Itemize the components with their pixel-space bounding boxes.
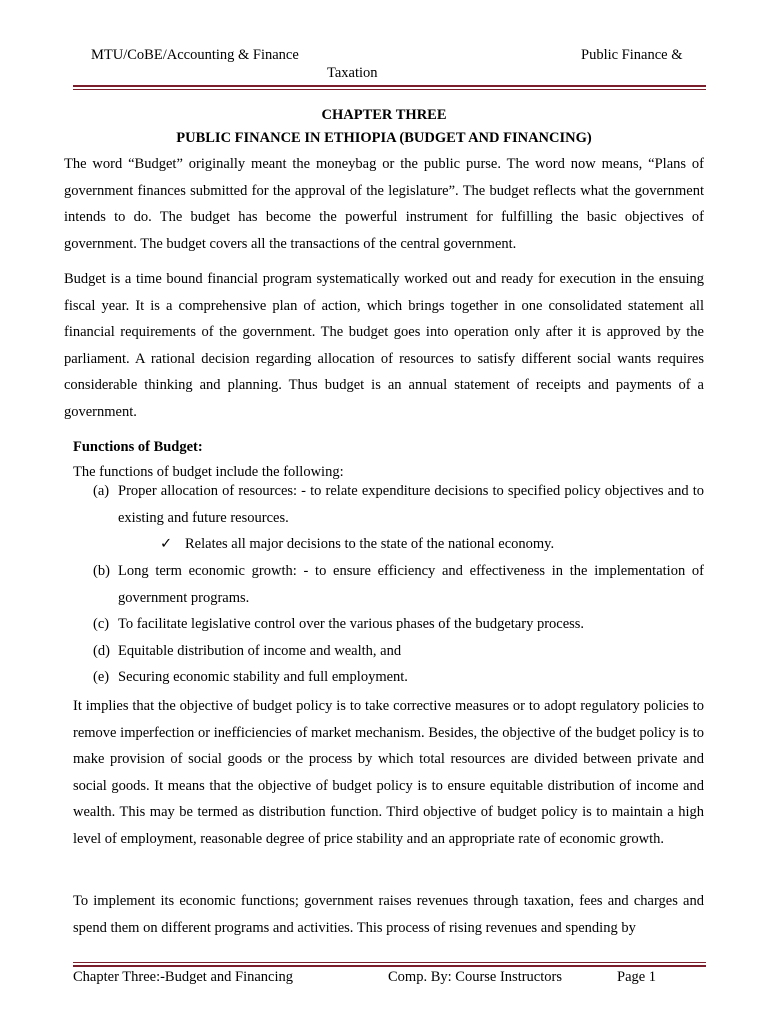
- footer-center: Comp. By: Course Instructors: [388, 969, 562, 985]
- paragraph-economic-functions: To implement its economic functions; government raises revenues through taxation, fees and charges and spend them on different programs and activities. This process of rising revenues and spending by: [73, 893, 704, 936]
- chapter-title: CHAPTER THREE: [321, 107, 447, 123]
- list-item-text: To facilitate legislative control over the various phases of the budgetary process.: [118, 616, 585, 632]
- footer-rule-thin: [73, 962, 706, 963]
- list-item-label: (c): [93, 616, 110, 632]
- paragraph-budget-objectives: It implies that the objective of budget policy is to take corrective measures or to adopt regulatory policies to remove imperfection or inefficiencies of market mechanism. Besides, the objective of the budget policy is to make provision of social goods or the process by which total resources are divided between private and social goods. It means that the objective of budget policy is to ensure equitable distribution of income and wealth. This may be termed as distribution function. Third objective of budget policy is to maintain a high level of employment, reasonable degree of price stability and an appropriate rate of economic growth.: [73, 698, 704, 847]
- chapter-subtitle: PUBLIC FINANCE IN ETHIOPIA (BUDGET AND FINANCING): [176, 130, 592, 146]
- list-item: [93, 558, 704, 611]
- list-item-label: (b): [93, 563, 110, 579]
- paragraph-budget-definition: The word “Budget” originally meant the moneybag or the public purse. The word now means, “Plans of government finances submitted for the approval of the legislature”. The budget reflects what the government intends to do. The budget has become the powerful instrument for fulfilling the basic objectives of government. The budget covers all the transactions of the central government.: [64, 156, 704, 252]
- check-item-text: Relates all major decisions to the state of the national economy.: [185, 536, 555, 552]
- list-item-text: Proper allocation of resources: - to relate expenditure decisions to specified policy objectives and to existing and future resources.: [118, 483, 704, 526]
- list-item-label: (a): [93, 483, 110, 499]
- paragraph-budget-program: Budget is a time bound financial program systematically worked out and ready for execution in the ensuing fiscal year. It is a comprehensive plan of action, which brings together in one consolidated statement all financial requirements of the government. The budget goes into operation only after it is approved by the parliament. A rational decision regarding allocation of resources to satisfy different social wants requires considerable thinking and planning. Thus budget is an annual statement of receipts and payments of a government.: [64, 271, 704, 420]
- list-item-text: Equitable distribution of income and wealth, and: [118, 643, 402, 659]
- header-right: Public Finance &: [581, 47, 683, 63]
- footer-left: Chapter Three:-Budget and Financing: [73, 969, 293, 985]
- header-left: MTU/CoBE/Accounting & Finance: [91, 47, 299, 63]
- list-item-text: Long term economic growth: - to ensure efficiency and effectiveness in the implementation of government programs.: [118, 563, 704, 606]
- list-item: [93, 478, 704, 531]
- functions-intro: The functions of budget include the following:: [73, 464, 344, 480]
- check-icon: ✓: [160, 536, 173, 552]
- header-rule: [73, 85, 706, 87]
- page-number: Page 1: [617, 969, 657, 985]
- footer-rule: [73, 965, 706, 967]
- header-right-continued: Taxation: [327, 65, 378, 81]
- list-item-text: Securing economic stability and full employment.: [118, 669, 408, 685]
- list-item-label: (e): [93, 669, 110, 685]
- list-item-label: (d): [93, 643, 110, 659]
- functions-heading: Functions of Budget:: [73, 439, 203, 455]
- header-rule-thin: [73, 89, 706, 90]
